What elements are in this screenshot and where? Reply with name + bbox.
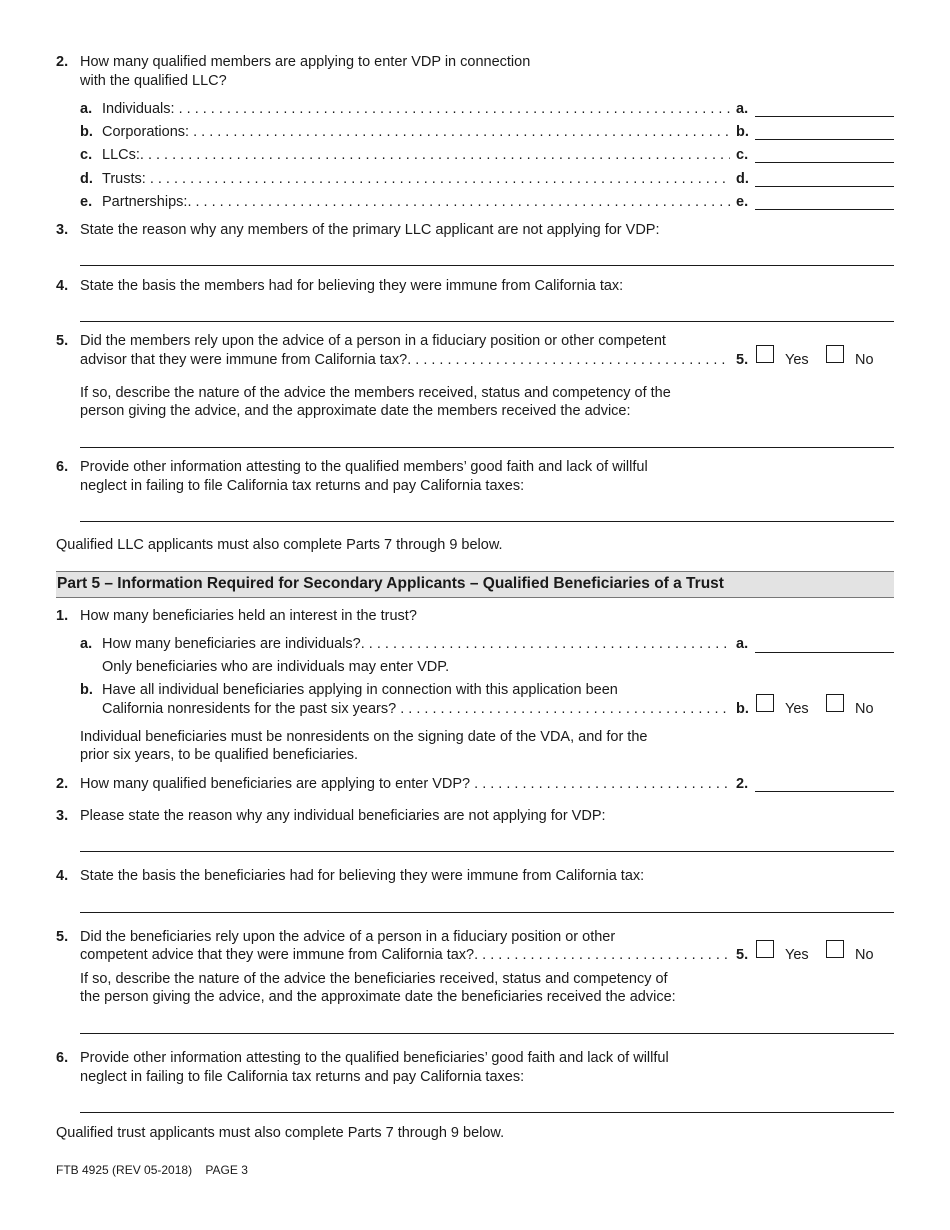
item-label-llcs: LLCs: . . . — [102, 147, 730, 163]
corporations-count-field[interactable] — [755, 139, 894, 140]
no-checkbox[interactable] — [826, 694, 844, 712]
item-letter: b. — [80, 124, 93, 140]
trusts-count-field[interactable] — [755, 186, 894, 187]
item-label-individuals: Individuals: . . . — [102, 101, 730, 117]
item-letter: d. — [80, 171, 93, 187]
question-number: 3. — [56, 222, 69, 238]
beneficiaries-advice-field[interactable] — [80, 1033, 894, 1034]
beneficiaries-reason-field[interactable] — [80, 851, 894, 852]
good-faith-info-field[interactable] — [80, 521, 894, 522]
no-checkbox[interactable] — [826, 345, 844, 363]
yes-checkbox[interactable] — [756, 694, 774, 712]
instruction-text: If so, describe the nature of the advice the beneficiaries received, status and competency of — [80, 971, 668, 987]
question-number: 3. — [56, 808, 69, 824]
qualified-beneficiaries-count-field[interactable] — [755, 791, 894, 792]
instruction-text: Individual beneficiaries must be nonresidents on the signing date of the VDA, and for the — [80, 729, 648, 745]
yes-checkbox[interactable] — [756, 345, 774, 363]
line-ref: b. — [736, 701, 749, 717]
partnerships-count-field[interactable] — [755, 209, 894, 210]
item-label-trusts: Trusts: . . . — [102, 171, 730, 187]
line-ref: a. — [736, 101, 749, 117]
no-label: No — [855, 701, 874, 717]
instruction-text: Only beneficiaries who are individuals may enter VDP. — [102, 659, 450, 675]
line-ref: c. — [736, 147, 749, 163]
question-text: Provide other information attesting to the qualified beneficiaries’ good faith and lack of willful — [80, 1050, 669, 1066]
yes-label: Yes — [785, 701, 809, 717]
question-number: 5. — [56, 333, 69, 349]
part-note: Qualified trust applicants must also complete Parts 7 through 9 below. — [56, 1125, 505, 1141]
line-ref: 5. — [736, 352, 749, 368]
question-text: competent advice that they were immune from California tax? . . . — [80, 947, 730, 963]
individuals-count-field[interactable] — [755, 116, 894, 117]
yes-label: Yes — [785, 352, 809, 368]
question-text: Provide other information attesting to the qualified members’ good faith and lack of willful — [80, 459, 648, 475]
question-number: 4. — [56, 868, 69, 884]
item-letter: a. — [80, 101, 93, 117]
instruction-text: If so, describe the nature of the advice the members received, status and competency of the — [80, 385, 671, 401]
question-text: State the basis the members had for believing they were immune from California tax: — [80, 278, 624, 294]
question-text: Did the beneficiaries rely upon the advice of a person in a fiduciary position or other — [80, 929, 616, 945]
yes-label: Yes — [785, 947, 809, 963]
question-text: How many qualified beneficiaries are applying to enter VDP? . . . — [80, 776, 730, 792]
question-number: 1. — [56, 608, 69, 624]
item-letter: c. — [80, 147, 93, 163]
item-label-corporations: Corporations: . . . — [102, 124, 730, 140]
beneficiaries-immunity-basis-field[interactable] — [80, 912, 894, 913]
item-label-partnerships: Partnerships: . . . — [102, 194, 730, 210]
item-label: Have all individual beneficiaries applying in connection with this application been — [102, 682, 618, 698]
instruction-text: person giving the advice, and the approximate date the members received the advice: — [80, 403, 631, 419]
part-note: Qualified LLC applicants must also complete Parts 7 through 9 below. — [56, 537, 503, 553]
line-ref: d. — [736, 171, 749, 187]
no-label: No — [855, 352, 874, 368]
instruction-text: the person giving the advice, and the approximate date the beneficiaries received the advice: — [80, 989, 676, 1005]
individual-beneficiaries-count-field[interactable] — [755, 652, 894, 653]
line-ref: a. — [736, 636, 749, 652]
question-text: Please state the reason why any individual beneficiaries are not applying for VDP: — [80, 808, 606, 824]
question-text: State the basis the beneficiaries had for believing they were immune from California tax: — [80, 868, 645, 884]
question-number: 5. — [56, 929, 69, 945]
question-number: 2. — [56, 54, 69, 70]
item-label: How many beneficiaries are individuals? . . . — [102, 636, 730, 652]
line-ref: b. — [736, 124, 749, 140]
item-letter: e. — [80, 194, 93, 210]
item-letter: b. — [80, 682, 93, 698]
part-title: Part 5 – Information Required for Secondary Applicants – Qualified Beneficiaries of a Trust — [57, 575, 724, 592]
question-text: neglect in failing to file California tax returns and pay California taxes: — [80, 1069, 525, 1085]
item-label: California nonresidents for the past six years? . . . — [102, 701, 730, 717]
line-ref: 2. — [736, 776, 749, 792]
question-number: 6. — [56, 459, 69, 475]
line-ref: 5. — [736, 947, 749, 963]
question-text: with the qualified LLC? — [80, 73, 227, 89]
question-text: advisor that they were immune from California tax? . . . — [80, 352, 730, 368]
advice-description-field[interactable] — [80, 447, 894, 448]
question-text: neglect in failing to file California tax returns and pay California taxes: — [80, 478, 525, 494]
beneficiaries-good-faith-field[interactable] — [80, 1112, 894, 1113]
line-ref: e. — [736, 194, 749, 210]
no-label: No — [855, 947, 874, 963]
question-number: 6. — [56, 1050, 69, 1066]
llcs-count-field[interactable] — [755, 162, 894, 163]
instruction-text: prior six years, to be qualified beneficiaries. — [80, 747, 359, 763]
question-text: Did the members rely upon the advice of a person in a fiduciary position or other competent — [80, 333, 666, 349]
item-letter: a. — [80, 636, 93, 652]
question-text: How many qualified members are applying to enter VDP in connection — [80, 54, 531, 70]
question-text: How many beneficiaries held an interest in the trust? — [80, 608, 417, 624]
page-footer: FTB 4925 (REV 05-2018) PAGE 3 — [56, 1163, 248, 1177]
reason-not-applying-field[interactable] — [80, 265, 894, 266]
question-text: State the reason why any members of the primary LLC applicant are not applying for VDP: — [80, 222, 660, 238]
no-checkbox[interactable] — [826, 940, 844, 958]
yes-checkbox[interactable] — [756, 940, 774, 958]
immunity-basis-field[interactable] — [80, 321, 894, 322]
question-number: 2. — [56, 776, 69, 792]
question-number: 4. — [56, 278, 69, 294]
